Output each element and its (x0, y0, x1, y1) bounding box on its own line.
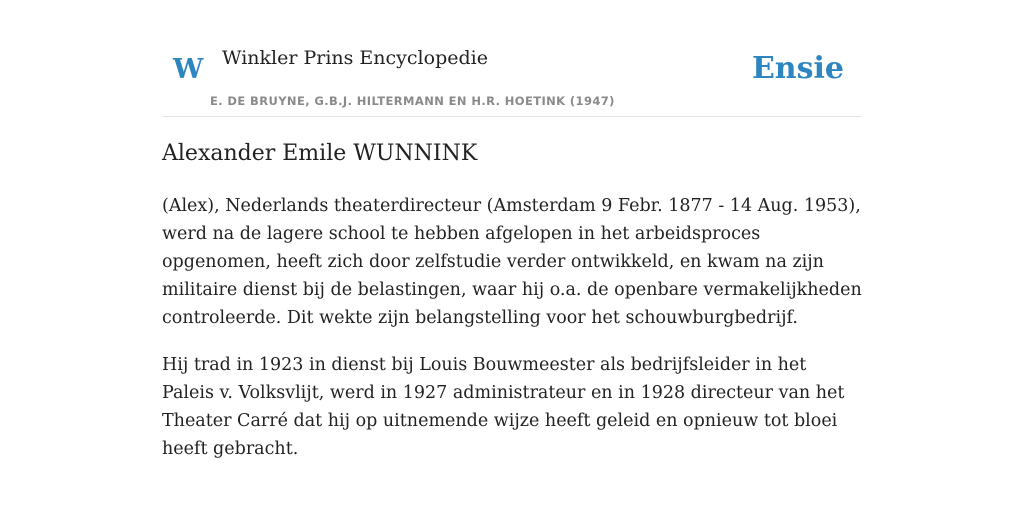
ensie-logo[interactable]: Ensie (751, 51, 844, 86)
article-paragraph: (Alex), Nederlands theaterdirecteur (Amsterdam 9 Febr. 1877 - 14 Aug. 1953), werd na de lagere school te hebben afgelopen in het arbeidsproces opgenomen, heeft zich door zelfstudie verder ontwikkeld, en kwam na zijn militaire dienst bij de belastingen, waar hij o.a. de openbare vermakelijkheden controleerde. Dit wekte zijn belangstelling voor het schouwburgbedrijf. (162, 196, 862, 328)
article (162, 138, 862, 463)
winkler-prins-logo-icon[interactable]: W (173, 54, 204, 85)
source-title[interactable]: Winkler Prins Encyclopedie (222, 47, 488, 69)
source-header (162, 0, 862, 117)
article-paragraph: Hij trad in 1923 in dienst bij Louis Bouwmeester als bedrijfsleider in het Paleis v. Volksvlijt, werd in 1927 administrateur en in 1928 directeur van het Theater Carré dat hij op uitnemende wijze heeft geleid en opnieuw tot bloei heeft gebracht. (162, 355, 845, 459)
article-title: Alexander Emile WUNNINK (162, 141, 478, 166)
source-authors: E. DE BRUYNE, G.B.J. HILTERMANN EN H.R. HOETINK (1947) (210, 94, 615, 108)
